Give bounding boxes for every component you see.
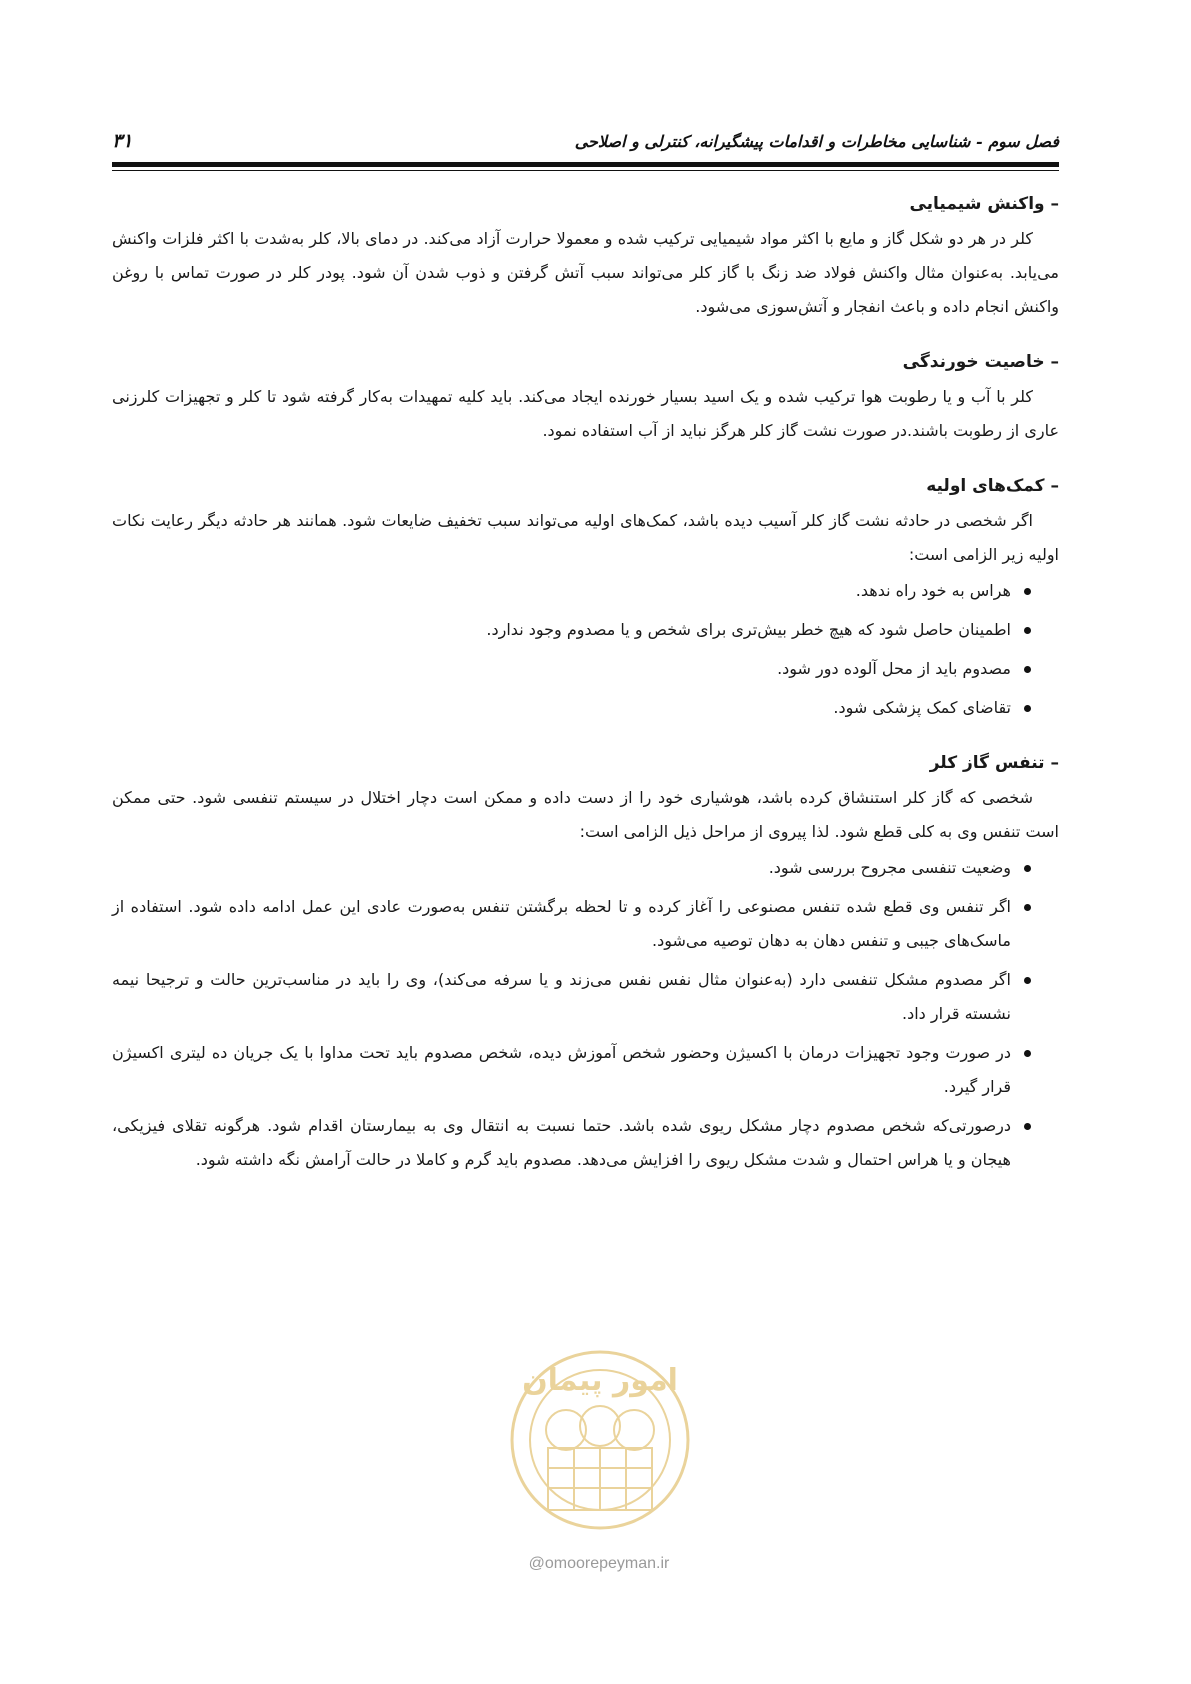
list-item: مصدوم باید از محل آلوده دور شود.	[112, 652, 1033, 686]
section-heading: – تنفس گاز کلر	[929, 753, 1059, 773]
page-number: ۳۱	[112, 130, 133, 152]
bullet-list	[112, 851, 1059, 1177]
list-item: اگر تنفس وی قطع شده تنفس مصنوعی را آغاز کرده و تا لحظه برگشتن تنفس به‌صورت عادی این عمل ادامه داده شود. استفاده از ماسک‌های جیبی و تنفس دهان به دهان توصیه می‌شود.	[112, 890, 1033, 958]
bullet-list	[112, 574, 1059, 725]
section-chemical-reaction	[112, 186, 1059, 324]
watermark-logo-text: امور پیمان	[522, 1363, 678, 1398]
list-item: وضعیت تنفسی مجروح بررسی شود.	[112, 851, 1033, 885]
section-corrosiveness	[112, 344, 1059, 448]
section-first-aid	[112, 468, 1059, 725]
header-rule-thick	[112, 162, 1059, 167]
section-paragraph: اگر شخصی در حادثه نشت گاز کلر آسیب دیده باشد، کمک‌های اولیه می‌تواند سبب تخفیف ضایعات شود. همانند هر حادثه دیگر رعایت نکات اولیه زیر الزامی است:	[112, 511, 1059, 564]
watermark-logo-icon	[496, 1330, 704, 1540]
list-item: هراس به خود راه ندهد.	[112, 574, 1033, 608]
section-heading: – واکنش شیمیایی	[909, 194, 1059, 214]
list-item: اطمینان حاصل شود که هیچ خطر بیش‌تری برای شخص و یا مصدوم وجود ندارد.	[112, 613, 1033, 647]
watermark-url: @omoorepeyman.ir	[528, 1555, 670, 1572]
section-chlorine-inhalation	[112, 745, 1059, 1177]
chapter-title: فصل سوم - شناسایی مخاطرات و اقدامات پیشگیرانه، کنترلی و اصلاحی	[574, 132, 1059, 151]
page-body	[112, 186, 1059, 1182]
section-heading: – کمک‌های اولیه	[926, 476, 1059, 496]
page-header	[112, 128, 1059, 160]
list-item: اگر مصدوم مشکل تنفسی دارد (به‌عنوان مثال نفس نفس می‌زند و یا سرفه می‌کند)، وی را باید در مناسب‌ترین حالت و ترجیحا نیمه نشسته قرار داد.	[112, 963, 1033, 1031]
section-paragraph: شخصی که گاز کلر استنشاق کرده باشد، هوشیاری خود را از دست داده و ممکن است دچار اختلال در سیستم تنفسی شود. حتی ممکن است تنفس وی به کلی قطع شود. لذا پیروی از مراحل ذیل الزامی است:	[112, 788, 1059, 841]
list-item: تقاضای کمک پزشکی شود.	[112, 691, 1033, 725]
section-paragraph: کلر در هر دو شکل گاز و مایع با اکثر مواد شیمیایی ترکیب شده و معمولا حرارت آزاد می‌کند. در دمای بالا، کلر به‌شدت با اکثر فلزات واکنش می‌یابد. به‌عنوان مثال واکنش فولاد ضد زنگ با گاز کلر می‌تواند سبب آتش گرفتن و ذوب شدن آن شود. پودر کلر در صورت تماس با روغن واکنش انجام داده و باعث انفجار و آتش‌سوزی می‌شود.	[112, 229, 1059, 316]
list-item: در صورت وجود تجهیزات درمان با اکسیژن وحضور شخص آموزش دیده، شخص مصدوم باید تحت مداوا با یک جریان ده لیتری اکسیژن قرار گیرد.	[112, 1036, 1033, 1104]
list-item: درصورتی‌که شخص مصدوم دچار مشکل ریوی شده باشد. حتما نسبت به انتقال وی به بیمارستان اقدام شود. هرگونه تقلای فیزیکی، هیجان و یا هراس احتمال و شدت مشکل ریوی را افزایش می‌دهد. مصدوم باید گرم و کاملا در حالت آرامش نگه داشته شود.	[112, 1109, 1033, 1177]
section-heading: – خاصیت خورندگی	[902, 352, 1059, 372]
header-rule-thin	[112, 170, 1059, 171]
section-paragraph: کلر با آب و یا رطوبت هوا ترکیب شده و یک اسید بسیار خورنده ایجاد می‌کند. باید کلیه تمهیدات به‌کار گرفته شود تا کلر و تجهیزات کلرزنی عاری از رطوبت باشند.در صورت نشت گاز کلر هرگز نباید از آب استفاده نمود.	[112, 387, 1059, 440]
